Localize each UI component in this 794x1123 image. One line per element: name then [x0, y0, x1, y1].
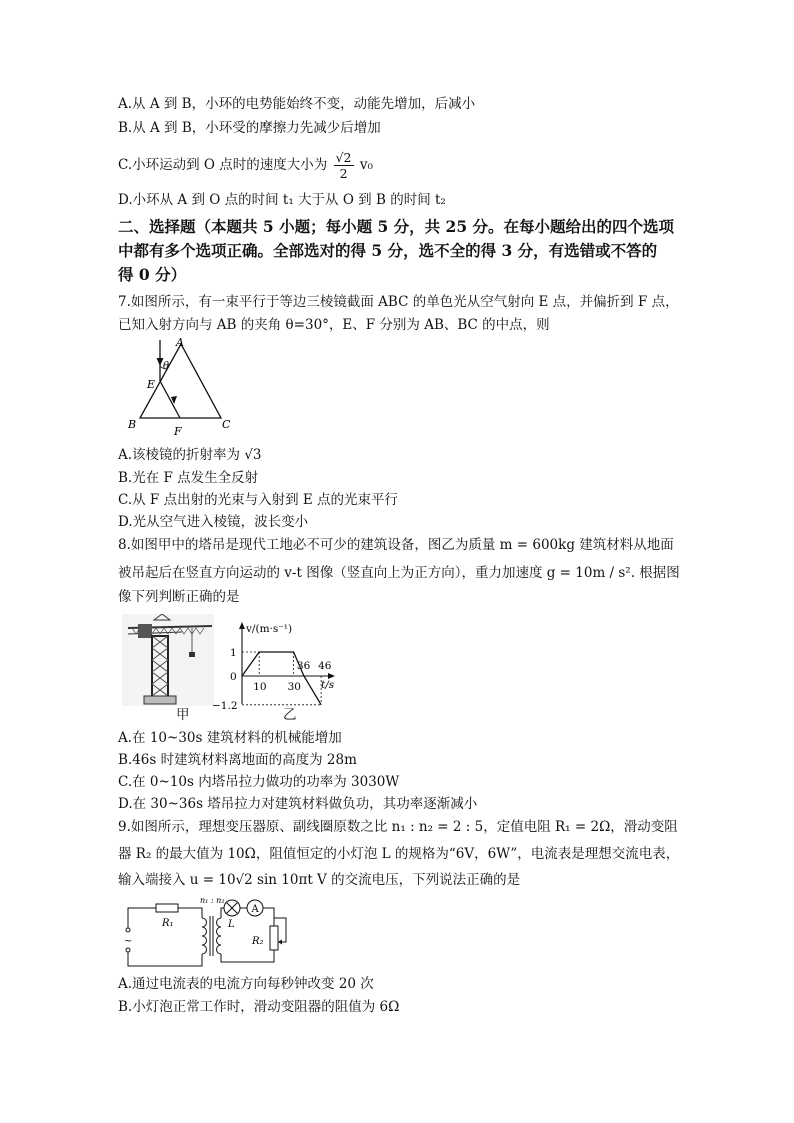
q9-option-a: A.通过电流表的电流方向每秒钟改变 20 次 [118, 976, 374, 992]
tower-crane-image [122, 614, 214, 706]
q6-option-a: A.从 A 到 B，小环的电势能始终不变，动能先增加，后减小 [118, 96, 476, 112]
q7-option-c: C.从 F 点出射的光束与入射到 E 点的光束平行 [118, 492, 399, 508]
y-tick-label: 1 [230, 647, 237, 659]
secondary-coil [217, 918, 222, 954]
q8-option-d: D.在 30~36s 塔吊拉力对建筑材料做负功，其功率逐渐减小 [118, 796, 478, 812]
input-terminal-bottom [126, 948, 130, 952]
caption-yi: 乙 [283, 707, 297, 723]
q7-stem-line2: 已知入射方向与 AB 的夹角 θ=30°，E、F 分别为 AB、BC 的中点，则 [118, 317, 550, 333]
lamp-label: L [228, 919, 235, 930]
q8-option-a: A.在 10~30s 建筑材料的机械能增加 [118, 730, 342, 746]
vertex-b-label: B [128, 418, 137, 431]
fraction-denominator: 2 [339, 166, 348, 181]
vertex-c-label: C [222, 418, 231, 431]
q6-option-d: D.小环从 A 到 O 点的时间 t₁ 大于从 O 到 B 的时间 t₂ [118, 192, 446, 208]
ammeter-label: A [251, 904, 259, 915]
theta-label: θ [163, 361, 170, 372]
r1-label: R₁ [162, 918, 174, 929]
x-tick-label: 10 [253, 681, 267, 693]
prism-figure [118, 336, 248, 440]
x-axis-label: t/s [321, 679, 335, 691]
q9-stem-line1: 9.如图所示，理想变压器原、副线圈原数之比 n₁ : n₂ = 2 : 5，定值电阻 R₁ = 2Ω，滑动变阻 [118, 819, 678, 835]
q6-option-c-suffix: v₀ [359, 157, 373, 173]
fraction [334, 150, 354, 181]
q8-option-c: C.在 0~10s 内塔吊拉力做功的功率为 3030W [118, 774, 400, 790]
vt-graph [212, 620, 344, 710]
section-heading-line3: 得 0 分） [118, 265, 187, 284]
x-tick-label: 30 [287, 681, 301, 693]
point-f-label: F [174, 425, 182, 438]
q9-option-b: B.小灯泡正常工作时，滑动变阻器的阻值为 6Ω [118, 999, 400, 1015]
rheostat-slider [279, 932, 286, 942]
y-tick-label: −1.2 [212, 699, 238, 710]
q7-option-b: B.光在 F 点发生全反射 [118, 470, 259, 486]
q9-stem-line3: 输入端接入 u = 10√2 sin 10πt V 的交流电压，下列说法正确的是 [118, 872, 521, 888]
input-terminal-top [126, 928, 130, 932]
point-e-label: E [147, 378, 156, 391]
vertex-a-label: A [176, 336, 184, 349]
q7-stem-line1: 7.如图所示，有一束平行于等边三棱镜截面 ABC 的单色光从空气射向 E 点，并偏折到 F 点， [118, 294, 679, 310]
refracted-ray [160, 381, 180, 418]
transformer-circuit [120, 894, 288, 970]
ac-source-symbol: ~ [124, 936, 133, 947]
y-axis-arrow [239, 622, 245, 629]
caption-jia: 甲 [176, 707, 190, 723]
primary-coil [202, 918, 207, 954]
turns-ratio-label: n₁ : n₂ [200, 896, 225, 905]
q7-option-a: A.该棱镜的折射率为 √3 [118, 447, 262, 463]
rheostat-r2 [270, 926, 278, 950]
q8-stem-line2: 被吊起后在竖直方向运动的 v-t 图像（竖直向上为正方向），重力加速度 g = 10m / s². 根据图 [118, 565, 680, 581]
q6-option-c [118, 150, 373, 181]
q6-option-c-prefix: C.小环运动到 O 点时的速度大小为 [118, 157, 328, 173]
q8-stem-line3: 像下列判断正确的是 [118, 589, 240, 605]
y-tick-label: 0 [230, 671, 237, 683]
resistor-r1 [156, 904, 178, 912]
q6-option-b: B.从 A 到 B，小环受的摩擦力先减少后增加 [118, 120, 381, 136]
r2-label: R₂ [252, 936, 264, 947]
x-tick-label: 36 [296, 660, 311, 672]
fraction-numerator: √2 [335, 150, 352, 165]
q9-stem-line2: 器 R₂ 的最大值为 10Ω，阻值恒定的小灯泡 L 的规格为“6V，6W”，电流表是理想交流电表， [118, 846, 680, 862]
section-heading-line1: 二、选择题（本题共 5 小题；每小题 5 分，共 25 分。在每小题给出的四个选项 [118, 217, 675, 236]
q8-stem-line1: 8.如图甲中的塔吊是现代工地必不可少的建筑设备，图乙为质量 m = 600kg 建筑材料从地面 [118, 537, 674, 553]
q7-option-d: D.光从空气进入棱镜，波长变小 [118, 514, 309, 530]
section-heading-line2: 中都有多个选项正确。全部选对的得 5 分，选不全的得 3 分，有选错或不答的 [118, 241, 658, 260]
y-axis-label: v/(m·s⁻¹) [246, 623, 293, 635]
q8-option-b: B.46s 时建筑材料离地面的高度为 28m [118, 752, 357, 768]
x-tick-label: 46 [318, 660, 332, 672]
